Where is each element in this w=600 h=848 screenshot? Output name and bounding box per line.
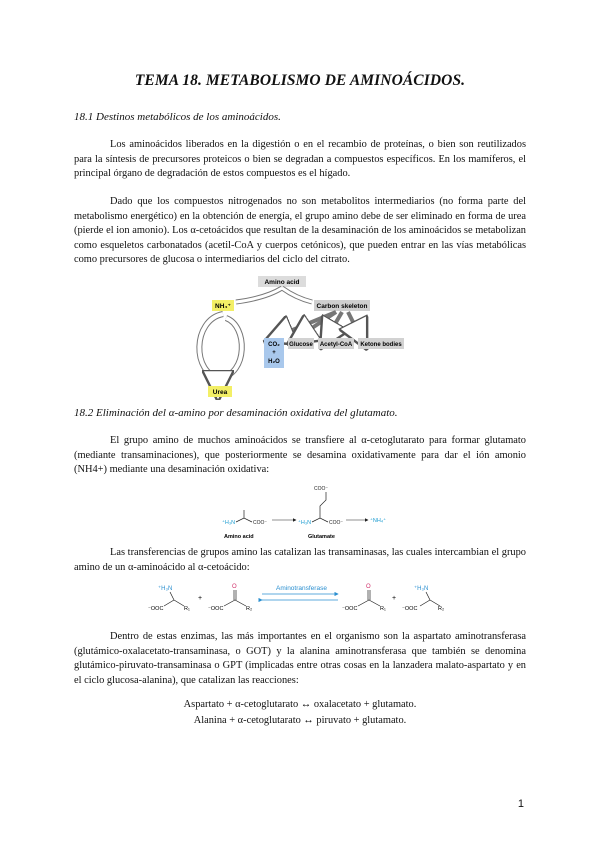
left-r1: R₁ — [184, 606, 190, 612]
co2-plus-label: + — [272, 350, 276, 356]
carbon-skeleton-branches — [278, 312, 360, 336]
paragraph-4 — [74, 546, 526, 575]
plus-right: + — [392, 595, 397, 602]
nh4-label: NH₄⁺ — [215, 303, 231, 310]
amino-acid-label: Amino acid — [264, 279, 300, 286]
paragraph-5 — [74, 630, 526, 688]
amino-acid-nh3: ⁺H₃N — [222, 520, 236, 526]
amino-acid-fate-diagram — [196, 274, 416, 400]
right-r1: R₁ — [380, 606, 386, 612]
co2-label: CO₂ — [268, 342, 280, 348]
mid-oxo: O — [232, 584, 237, 590]
ammonium-product: ⁺NH₄⁺ — [370, 518, 386, 524]
page-number: 1 — [517, 798, 524, 810]
paragraph-1 — [74, 138, 526, 182]
section-heading-1: 18.1 Destinos metabólicos de los aminoácidos. — [74, 111, 281, 123]
paragraph-5-text: Dentro de estas enzimas, las más importantes en el organismo son la aspartato aminotransferasa (glutámico-oxalacetato-transaminasa, o GOT) y la alanina aminotransferasa que también se denomina glutámico-piruvato-transaminasa o GPT (implicadas entre otras cosas en la lanzadera malato-aspartato y en el ciclo glucosa-alanina), que catalizan las reacciones: — [74, 631, 526, 686]
left-coo: ⁻OOC — [148, 606, 164, 612]
right-oxo: O — [366, 584, 371, 590]
glucose-label: Glucose — [289, 342, 313, 348]
paragraph-1-text: Los aminoácidos liberados en la digestión o en el recambio de proteínas, o bien son reutilizados para la síntesis de precursores proteicos o bien se degradan a compuestos específicos. En los mamíferos, el principal órgano de degradación de estos compuestos es el hígado. — [74, 139, 526, 180]
reaction-2: Alanina + α-cetoglutarato ↔ piruvato + glutamato. — [193, 715, 407, 726]
far-nh3: ⁺H₃N — [414, 586, 429, 592]
reaction-1: Aspartato + α-cetoglutarato ↔ oxalacetato + glutamato. — [183, 699, 417, 710]
glutamate-coo: COO⁻ — [329, 520, 344, 526]
paragraph-2 — [74, 195, 526, 268]
amino-acid-caption: Amino acid — [224, 534, 254, 540]
carbon-skeleton-label: Carbon skeleton — [316, 303, 368, 310]
far-r2: R₂ — [438, 606, 445, 612]
right-coo: ⁻OOC — [342, 606, 358, 612]
amino-acid-coo: COO⁻ — [253, 520, 268, 526]
glutamate-caption: Glutamate — [308, 534, 335, 540]
glutamate-coo-top: COO⁻ — [314, 486, 329, 492]
left-nh3: ⁺H₃N — [158, 586, 173, 592]
enzyme-label: Aminotransferase — [276, 585, 327, 592]
mid-coo: ⁻OOC — [208, 606, 224, 612]
deamination-diagram — [220, 480, 390, 544]
glutamate-nh3: ⁺H₃N — [298, 520, 312, 526]
h2o-label: H₂O — [268, 359, 280, 365]
acetyl-coa-label: Acetyl-CoA — [319, 342, 353, 348]
transamination-diagram — [148, 578, 448, 626]
paragraph-3 — [74, 434, 526, 478]
paragraph-3-text: El grupo amino de muchos aminoácidos se transfiere al α-cetoglutarato para formar glutamato (mediante transaminaciones), que posteriormente se desamina oxidativamente para dar el ión amonio (NH4+) mediante una desaminación oxidativa: — [74, 435, 526, 476]
far-coo: ⁻OOC — [402, 606, 418, 612]
paragraph-4-text: Las transferencias de grupos amino las catalizan las transaminasas, las cuales intercambian el grupo amino de un α-aminoácido al α-cetoácido: — [74, 547, 526, 573]
urea-label: Urea — [212, 389, 228, 396]
plus-left: + — [198, 595, 203, 602]
paragraph-2-text: Dado que los compuestos nitrogenados no son metabolitos intermediarios (no forma parte del metabolismo energético) en la obtención de energía, el grupo amino debe de ser eliminado en forma de urea (pierde el ion amonio). Los α-cetoácidos que resultan de la desaminación de los aminoácidos se metabolizan como esqueletos carbonatados (acetil-CoA y cuerpos cetónicos), que pueden entrar en las vías metabólicas como precursores de glucosa o intermediarios del ciclo del citrato. — [74, 196, 526, 266]
section-heading-2: 18.2 Eliminación del α-amino por desaminación oxidativa del glutamato. — [74, 407, 398, 419]
page-title: TEMA 18. METABOLISMO DE AMINOÁCIDOS. — [134, 72, 466, 89]
mid-r2: R₂ — [246, 606, 253, 612]
ketone-bodies-label: Ketone bodies — [360, 342, 402, 348]
